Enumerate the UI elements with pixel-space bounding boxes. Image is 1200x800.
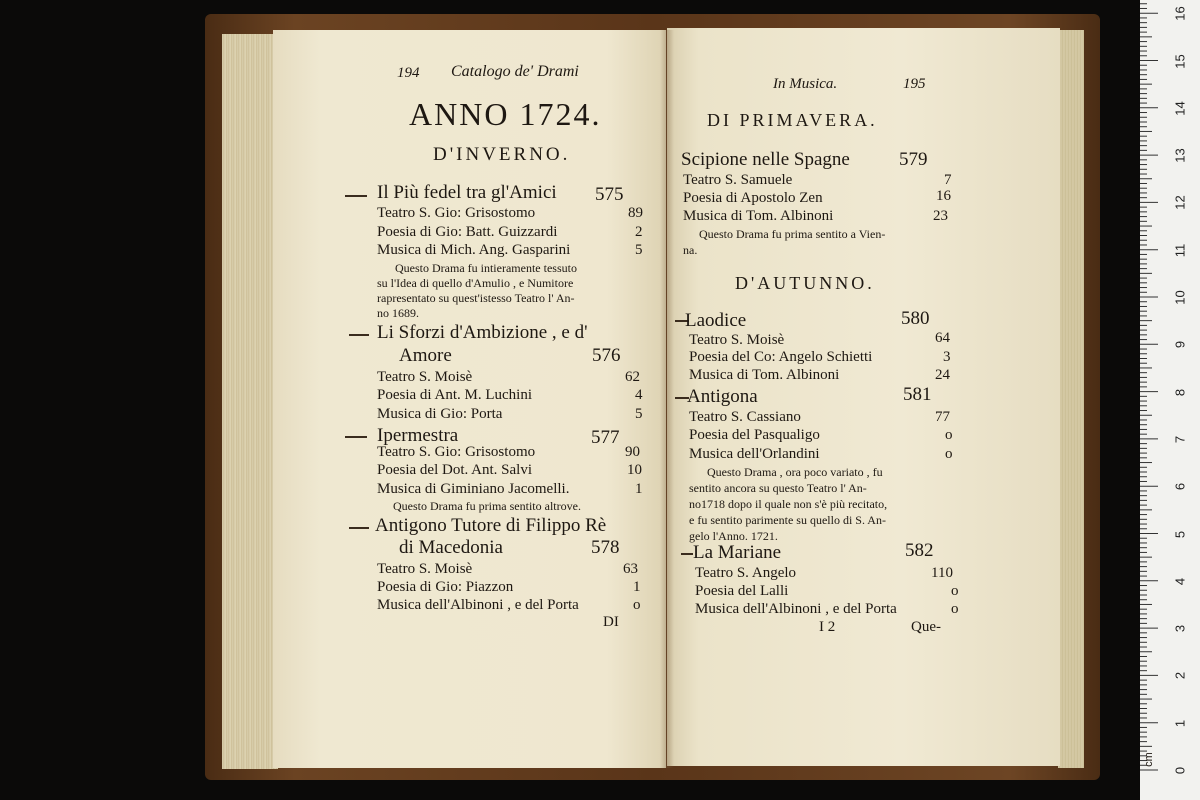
ruler-label: 8	[1172, 388, 1188, 396]
entry-note: Questo Drama fu prima sentito a Vien-	[699, 227, 886, 241]
entry-line-number: 2	[635, 224, 643, 240]
entry-title: La Mariane	[693, 542, 782, 563]
entry-line-number: 90	[625, 444, 640, 460]
ruler-label: 12	[1172, 195, 1188, 211]
year-heading: ANNO 1724.	[409, 96, 602, 132]
entry-number: 580	[901, 308, 930, 329]
page-edges-left	[222, 34, 278, 769]
entry-line-number: 5	[635, 406, 643, 422]
entry-title: Antigona	[687, 386, 758, 407]
entry-line: Teatro S. Moisè	[377, 561, 473, 577]
entry-line-number: 4	[635, 387, 643, 403]
entry-line-number: o	[633, 597, 641, 613]
ruler-label: 7	[1172, 435, 1188, 444]
entry-title: Laodice	[685, 310, 747, 331]
entry-line: Poesia di Apostolo Zen	[683, 190, 823, 206]
entry-line-number: 16	[936, 188, 951, 204]
ink-mark	[345, 195, 367, 197]
page-number: 195	[903, 76, 926, 92]
ruler-label: 3	[1172, 624, 1188, 633]
book-gutter	[660, 30, 674, 768]
entry-line-number: 64	[935, 330, 950, 346]
entry-note: Questo Drama , ora poco variato , fu	[707, 465, 883, 479]
ruler-label: 14	[1172, 101, 1188, 116]
entry-note: rapresentato su quest'istesso Teatro l' An-	[377, 291, 575, 305]
entry-line: Musica dell'Albinoni , e del Porta	[377, 597, 579, 613]
ink-mark	[349, 527, 369, 529]
ruler-label: 15	[1172, 53, 1188, 69]
entry-title: Il Più fedel tra gl'Amici	[377, 182, 557, 203]
entry-line: Teatro S. Moisè	[377, 369, 473, 385]
entry-line-number: o	[945, 446, 953, 462]
entry-line-number: 1	[635, 481, 643, 497]
entry-number: 582	[905, 540, 934, 561]
entry-line: Musica di Tom. Albinoni	[689, 367, 840, 383]
entry-line-number: 62	[625, 369, 640, 385]
entry-line-number: 110	[931, 565, 953, 581]
entry-line: Musica di Mich. Ang. Gasparini	[377, 242, 571, 258]
season-heading: D'INVERNO.	[433, 144, 571, 165]
ruler-ticks	[1140, 0, 1200, 800]
page-edges-right	[1058, 30, 1084, 768]
entry-line-number: 1	[633, 579, 641, 595]
entry-line: Teatro S. Gio: Grisostomo	[377, 444, 536, 460]
entry-line: Poesia del Pasqualigo	[689, 427, 820, 443]
ruler-label: 2	[1172, 672, 1188, 680]
running-head: Catalogo de' Drami	[451, 63, 579, 80]
entry-line: Musica di Tom. Albinoni	[683, 208, 834, 224]
ruler-label: 13	[1172, 148, 1188, 163]
entry-line-number: 3	[943, 349, 951, 365]
entry-line: Poesia di Ant. M. Luchini	[377, 387, 532, 403]
ruler-label: 0	[1172, 766, 1188, 775]
ruler-label: 16	[1172, 6, 1188, 21]
entry-line-number: 7	[944, 172, 952, 188]
ruler-label: 5	[1172, 530, 1188, 538]
catchword: Que-	[911, 619, 941, 635]
entry-note: Questo Drama fu prima sentito altrove.	[393, 499, 581, 513]
entry-note: sentito ancora su questo Teatro l' An-	[689, 481, 867, 495]
ruler-label: 4	[1172, 577, 1188, 585]
entry-note: Questo Drama fu intieramente tessuto	[395, 261, 577, 275]
entry-line-number: 10	[627, 462, 642, 478]
entry-line: Poesia del Dot. Ant. Salvi	[377, 462, 532, 478]
entry-line: Poesia di Gio: Batt. Guizzardi	[377, 224, 558, 240]
entry-line: Musica di Gio: Porta	[377, 406, 503, 422]
ruler-label: 1	[1172, 719, 1188, 727]
entry-title-continued: di Macedonia	[399, 537, 503, 558]
page-number: 194	[397, 65, 420, 81]
entry-line: Musica dell'Orlandini	[689, 446, 820, 462]
entry-title: Antigono Tutore di Filippo Rè	[375, 515, 607, 536]
ruler-label: 11	[1172, 243, 1188, 257]
entry-line-number: 63	[623, 561, 638, 577]
entry-line: Musica dell'Albinoni , e del Porta	[695, 601, 897, 617]
entry-note: no 1689.	[377, 306, 419, 320]
entry-line: Poesia di Gio: Piazzon	[377, 579, 514, 595]
entry-number: 575	[595, 184, 624, 205]
entry-line: Teatro S. Moisè	[689, 332, 785, 348]
entry-line-number: 5	[635, 242, 643, 258]
signature-mark: I 2	[819, 619, 836, 635]
entry-note: su l'Idea di quello d'Amulio , e Numitore	[377, 276, 574, 290]
entry-note: gelo l'Anno. 1721.	[689, 529, 778, 543]
left-page	[273, 30, 666, 768]
entry-line: Poesia del Lalli	[695, 583, 789, 599]
entry-number: 578	[591, 537, 620, 558]
entry-note: no1718 dopo il quale non s'è più recitato,	[689, 497, 888, 511]
season-heading: D'AUTUNNO.	[735, 273, 875, 293]
entry-title: Li Sforzi d'Ambizione , e d'	[377, 322, 588, 343]
entry-number: 581	[903, 384, 932, 405]
ink-mark	[681, 553, 693, 555]
entry-line: Teatro S. Gio: Grisostomo	[377, 205, 536, 221]
entry-line-number: 24	[935, 367, 950, 383]
entry-number: 579	[899, 149, 928, 170]
entry-number: 577	[591, 427, 620, 448]
entry-line-number: 23	[933, 208, 948, 224]
entry-line-number: o	[945, 427, 953, 443]
ruler-label: 9	[1172, 341, 1188, 349]
entry-line: Teatro S. Samuele	[683, 172, 793, 188]
entry-line-number: 89	[628, 205, 643, 221]
entry-line: Teatro S. Angelo	[695, 565, 797, 581]
ruler-label: 6	[1172, 483, 1188, 491]
ruler-unit: cm	[1142, 752, 1155, 767]
entry-line-number: o	[951, 583, 959, 599]
ink-mark	[345, 436, 367, 438]
entry-note: e fu sentito parimente su quello di S. An-	[689, 513, 886, 527]
running-head: In Musica.	[773, 76, 838, 92]
ink-mark	[349, 334, 369, 336]
ruler-label: 10	[1172, 290, 1188, 305]
entry-line: Teatro S. Cassiano	[689, 409, 801, 425]
entry-note: na.	[683, 243, 698, 257]
right-page	[667, 28, 1060, 766]
entry-number: 576	[592, 345, 621, 366]
entry-title-continued: Amore	[399, 345, 452, 366]
entry-line-number: o	[951, 601, 959, 617]
entry-line-number: 77	[935, 409, 950, 425]
entry-title: Ipermestra	[377, 425, 459, 446]
entry-line: Musica di Giminiano Jacomelli.	[377, 481, 570, 497]
entry-line: Poesia del Co: Angelo Schietti	[689, 349, 873, 365]
catchword: DI	[603, 614, 619, 630]
season-heading: DI PRIMAVERA.	[707, 110, 878, 130]
entry-title: Scipione nelle Spagne	[681, 149, 850, 170]
measurement-ruler	[1140, 0, 1200, 800]
